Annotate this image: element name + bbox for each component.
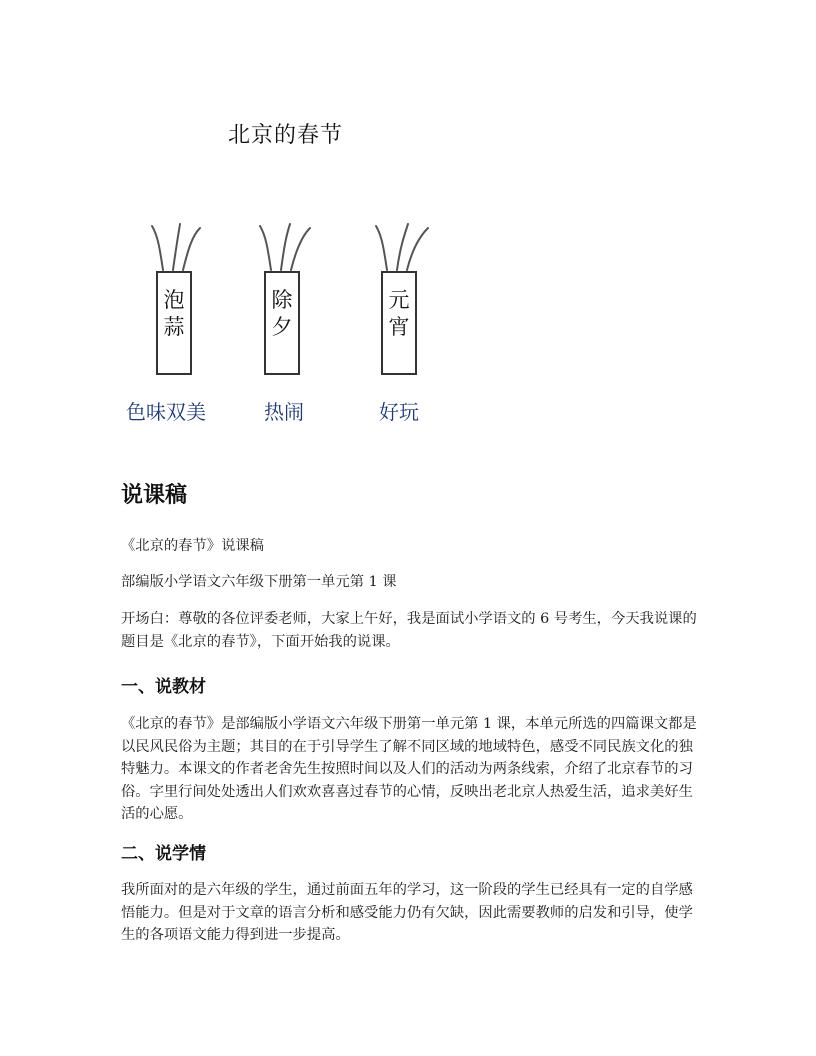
firecracker-strip-chuxi (264, 271, 300, 375)
strip-caption-3: 好玩 (379, 400, 419, 424)
strip-char-1: 泡 (163, 288, 185, 312)
strip-char-2: 夕 (271, 315, 293, 339)
students-paragraph: 我所面对的是六年级的学生，通过前面五年的学习，这一阶段的学生已经具有一定的自学感悟能力。但是对于文章的语言分析和感受能力仍有欠缺，因此需要教师的启发和引导，使学生的各项语文能力得到进一步提高。 (121, 882, 693, 943)
strip-char-1: 元 (388, 288, 410, 312)
section-title: 说课稿 (121, 483, 188, 508)
diagram-title: 北京的春节 (228, 123, 344, 148)
heading-textbook: 一、说教材 (121, 677, 206, 697)
textbook-paragraph: 《北京的春节》是部编版小学语文六年级下册第一单元第 1 课，本单元所选的四篇课文都是以民风民俗为主题；其目的在于引导学生了解不同区域的地域特色，感受不同民族文化的独特魅力。本课文的作者老舍先生按照时间以及人们的活动为两条线索，介绍了北京春节的习俗。字里行间处处透出人们欢欢喜喜过春节的心情，反映出老北京人热爱生活，追求美好生活的心愿。 (121, 716, 697, 822)
firecracker-strip-paosuan (156, 271, 192, 375)
doc-title-line: 《北京的春节》说课稿 (121, 538, 264, 554)
strip-char-2: 蒜 (163, 315, 185, 339)
textbook-info-line: 部编版小学语文六年级下册第一单元第 1 课 (121, 574, 397, 590)
firecracker-wicks-graphic (0, 0, 816, 300)
strip-char-2: 宵 (388, 315, 410, 339)
heading-students: 二、说学情 (121, 844, 206, 864)
strip-caption-1: 色味双美 (126, 400, 206, 424)
strip-char-1: 除 (271, 288, 293, 312)
strip-caption-2: 热闹 (264, 400, 304, 424)
firecracker-strip-yuanxiao (381, 271, 417, 375)
opening-paragraph: 开场白：尊敬的各位评委老师，大家上午好，我是面试小学语文的 6 号考生，今天我说课的题目是《北京的春节》，下面开始我的说课。 (121, 611, 697, 650)
